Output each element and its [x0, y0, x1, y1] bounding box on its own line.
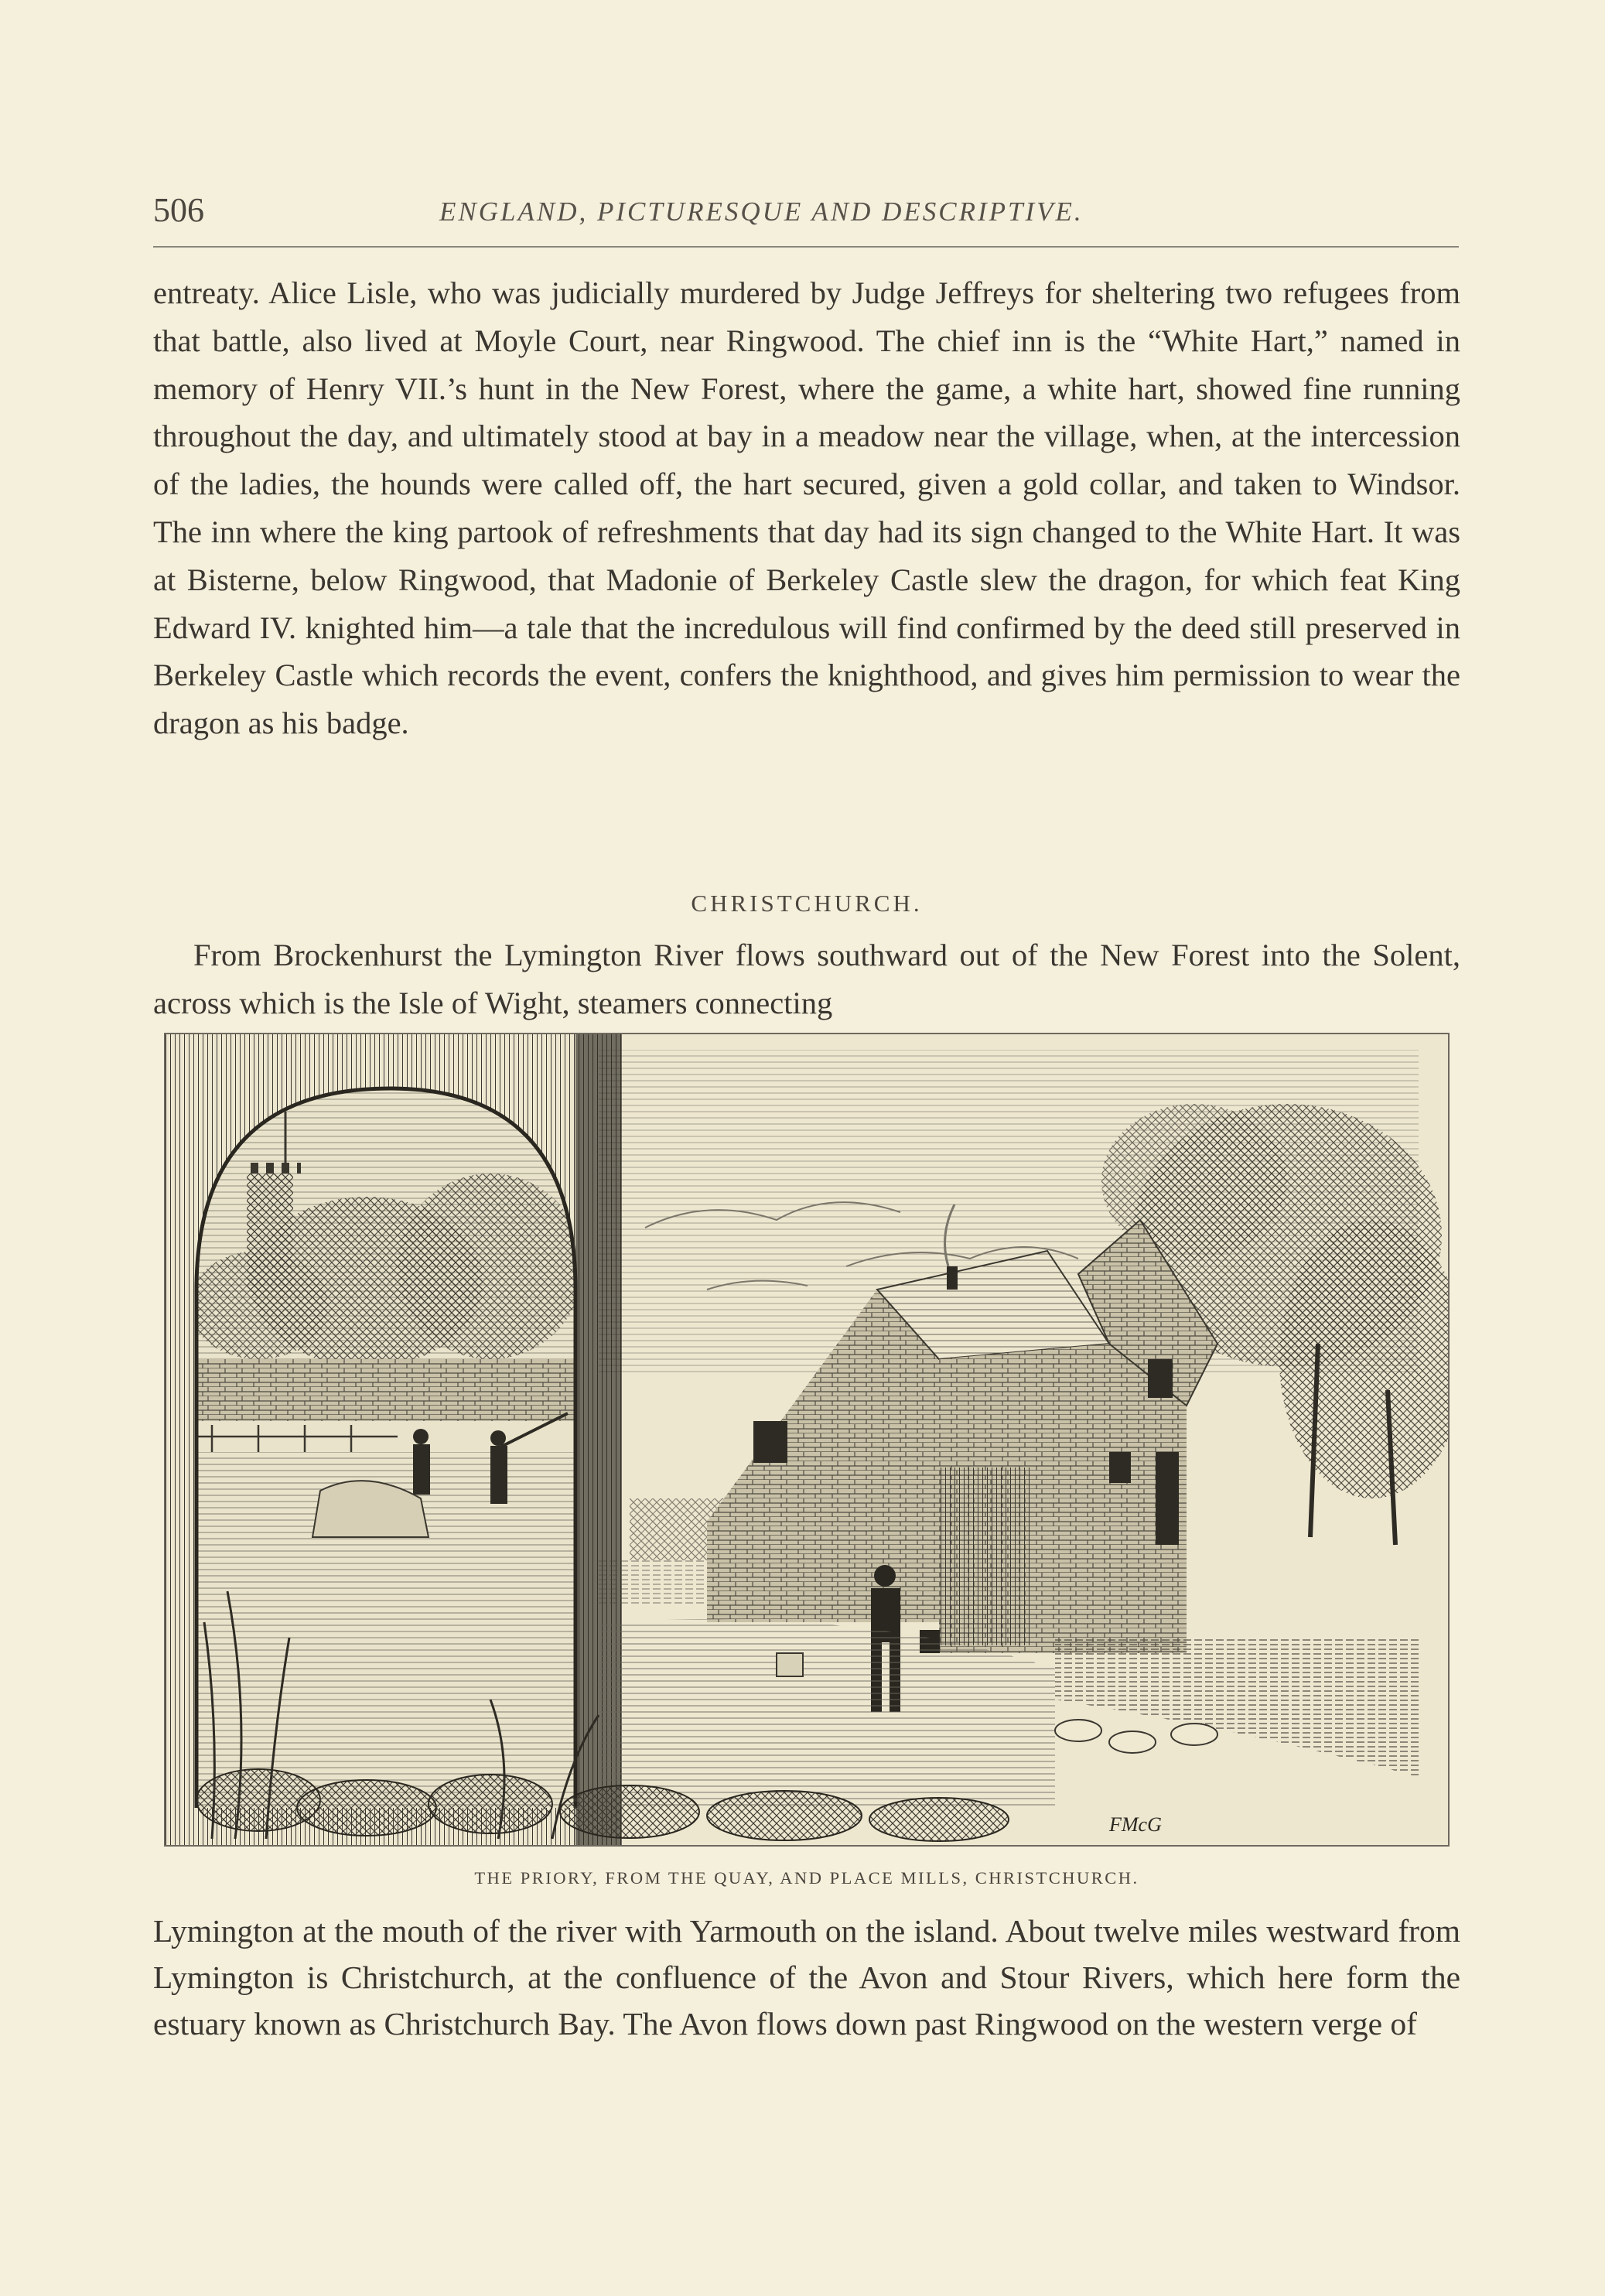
illustration-caption: THE PRIORY, FROM THE QUAY, AND PLACE MILLS, CHRISTCHURCH.: [474, 1868, 1139, 1888]
body-paragraph-2: From Brockenhurst the Lymington River flows southward out of the New Forest into the Solent, across which is the Isle of Wight, steamers connecting: [153, 938, 1460, 1020]
priory-medallion: [189, 1081, 583, 1816]
running-title: ENGLAND, PICTURESQUE AND DESCRIPTIVE.: [439, 196, 1084, 227]
section-heading: CHRISTCHURCH.: [691, 890, 923, 917]
engraving-artwork: [166, 1034, 1448, 1845]
page-number: 506: [153, 191, 204, 229]
body-paragraph-1: entreaty. Alice Lisle, who was judicially murdered by Judge Jeffreys for sheltering two refugees from that battle, also lived at Moyle Court, near Ringwood. The chief inn is the “White Hart,” named in memory of Henry VII.’s hunt in the New Forest, where the game, a white hart, showed fine running throughout the day, and ultimately stood at bay in a meadow near the village, when, at the intercession of the ladies, the hounds were called off, the hart secured, given a gold collar, and taken to Windsor. The inn where the king partook of refreshments that day had its sign changed to the White Hart. It was at Bisterne, below Ringwood, that Madonie of Berkeley Castle slew the dragon, for which feat King Edward IV. knighted him—a tale that the incredulous will find confirmed by the deed still preserved in Berkeley Castle which records the event, confers the knighthood, and gives him permission to wear the dragon as his badge.: [153, 275, 1460, 741]
header-rule: [153, 246, 1459, 248]
running-head: [153, 187, 1459, 241]
engraver-mark: FMcG: [1109, 1813, 1162, 1836]
engraving-illustration: [164, 1033, 1450, 1847]
garden-wall: [196, 1359, 575, 1421]
mill-wheel-house: [939, 1467, 1032, 1645]
body-paragraph-3: Lymington at the mouth of the river with Yarmouth on the island. About twelve miles westward from Lymington is Christchurch, at the confluence of the Avon and Stour Rivers, which here form the estuary known as Christchurch Bay. The Avon flows down past Ringwood on the western verge of: [153, 1913, 1460, 2041]
